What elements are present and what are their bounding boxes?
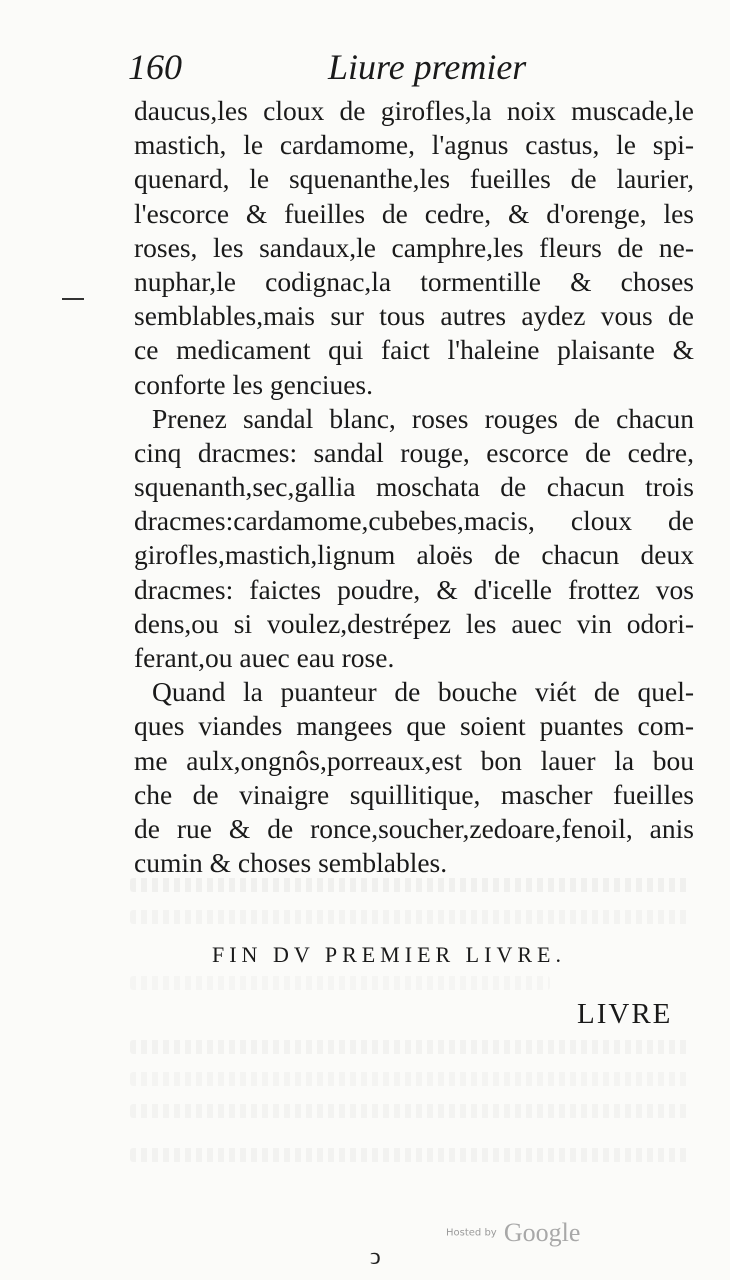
text-line: roses, les sandaux,le camphre,les fleurs de ne- — [134, 231, 694, 263]
bleed-through — [130, 910, 690, 924]
text-line: l'escorce & fueilles de cedre, & d'orenge, les — [134, 197, 694, 229]
text-line: ques viandes mangees que soient puantes com- — [134, 710, 694, 742]
bleed-through — [130, 1148, 690, 1162]
text-line: Prenez sandal blanc, roses rouges de chacun — [152, 402, 694, 434]
body-text — [134, 94, 694, 880]
bleed-through — [130, 1040, 690, 1054]
text-line: mastich, le cardamome, l'agnus castus, le spi- — [134, 129, 694, 161]
running-title: Liure premier — [328, 47, 527, 87]
text-line: che de vinaigre squillitique, mascher fueilles — [134, 778, 694, 810]
hosted-by-label: Hosted by — [446, 1227, 497, 1239]
bleed-through — [130, 976, 550, 990]
text-line: daucus,les cloux de girofles,la noix muscade,le — [134, 95, 694, 126]
signature-mark: ↄ — [370, 1244, 381, 1270]
google-logo: Google — [503, 1218, 581, 1247]
bleed-through — [130, 1104, 690, 1118]
text-line: cinq dracmes: sandal rouge, escorce de cedre, — [134, 436, 694, 468]
text-line: ce medicament qui faict l'haleine plaisante & — [134, 334, 694, 366]
text-line: squenanth,sec,gallia moschata de chacun trois — [134, 471, 694, 503]
page-number: 160 — [128, 47, 182, 87]
text-line: dracmes: faictes poudre, & d'icelle frottez vos — [134, 573, 694, 605]
text-line: conforte les genciues. — [134, 368, 374, 400]
text-line: nuphar,le codignac,la tormentille & choses — [134, 265, 694, 297]
text-line: ferant,ou auec eau rose. — [134, 642, 395, 673]
margin-mark — [62, 298, 84, 300]
text-line: girofles,mastich,lignum aloës de chacun deux — [134, 539, 694, 571]
end-of-book-title: FIN DV PREMIER LIVRE. — [212, 942, 566, 967]
google-watermark — [446, 1218, 580, 1248]
text-line: semblables,mais sur tous autres aydez vous de — [134, 300, 694, 332]
text-line: quenard, le squenanthe,les fueilles de laurier, — [134, 163, 694, 195]
text-line: Quand la puanteur de bouche viét de quel- — [152, 676, 694, 708]
text-line: de rue & de ronce,soucher,zedoare,fenoil, anis — [134, 812, 694, 844]
bleed-through — [130, 1072, 690, 1086]
text-line: dracmes:cardamome,cubebes,macis, cloux de — [134, 505, 694, 537]
text-line: me aulx,ongnôs,porreaux,est bon lauer la bou — [134, 744, 694, 776]
catchword: LIVRE — [577, 998, 673, 1030]
text-line: cumin & choses semblables. — [134, 847, 448, 879]
page-header — [128, 42, 688, 92]
text-line: dens,ou si voulez,destrépez les auec vin odori- — [134, 607, 694, 639]
